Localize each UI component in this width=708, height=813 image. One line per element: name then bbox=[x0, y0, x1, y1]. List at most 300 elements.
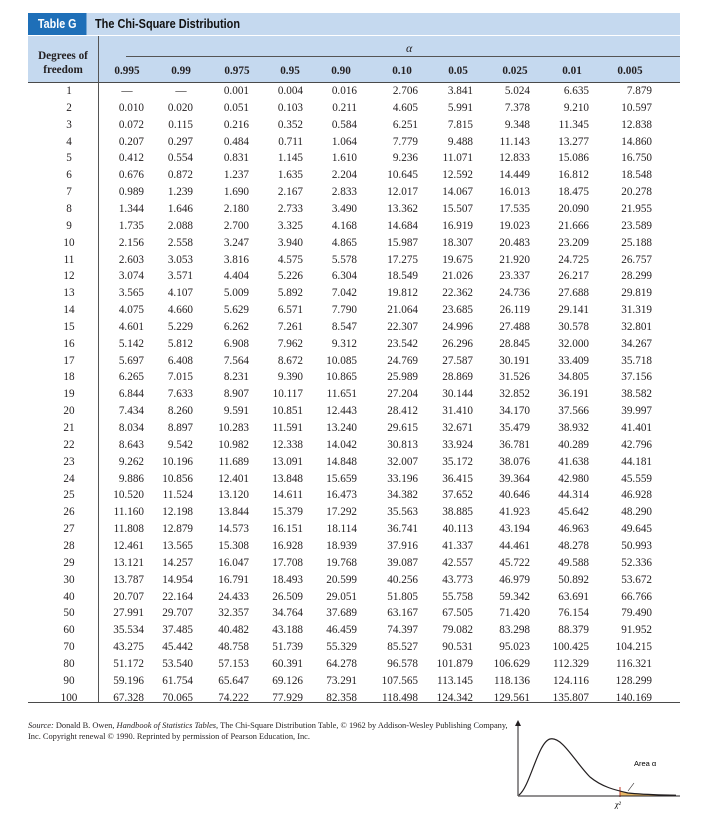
table-cell: 25.989 bbox=[387, 371, 418, 384]
table-cell: 10.851 bbox=[272, 405, 303, 418]
table-cell: 15.507 bbox=[442, 202, 473, 215]
table-cell: 27.587 bbox=[442, 354, 473, 367]
table-cell: 17.708 bbox=[272, 556, 303, 569]
table-cell: 15.379 bbox=[272, 506, 303, 519]
table-cell: 23.337 bbox=[499, 270, 530, 283]
alpha-rule bbox=[126, 56, 680, 57]
table-title: The Chi-Square Distribution bbox=[95, 16, 241, 31]
column-header: 0.05 bbox=[448, 65, 468, 77]
table-cell: 14.611 bbox=[272, 489, 303, 502]
table-cell: 36.741 bbox=[387, 523, 418, 536]
table-cell: 38.932 bbox=[558, 422, 589, 434]
row-label: 60 bbox=[63, 624, 75, 637]
table-cell: 0.072 bbox=[118, 118, 144, 131]
table-cell: 17.292 bbox=[326, 506, 357, 519]
table-cell: 7.790 bbox=[331, 304, 357, 317]
table-cell: 50.892 bbox=[558, 573, 589, 586]
table-cell: 4.404 bbox=[223, 270, 249, 283]
table-cell: 10.982 bbox=[218, 438, 249, 451]
table-cell: 91.952 bbox=[621, 624, 652, 637]
column-header: 0.99 bbox=[171, 65, 191, 77]
row-label: 2 bbox=[66, 101, 72, 114]
table-cell: 14.257 bbox=[162, 556, 193, 569]
table-cell: 9.236 bbox=[392, 152, 418, 165]
source-text-before: Donald B. Owen, bbox=[53, 721, 117, 730]
table-cell: 15.086 bbox=[558, 152, 589, 165]
row-label: 70 bbox=[63, 641, 75, 654]
table-cell: 14.684 bbox=[387, 219, 418, 232]
table-cell: 5.991 bbox=[447, 101, 473, 114]
table-cell: 12.833 bbox=[499, 152, 530, 165]
table-cell: 51.805 bbox=[387, 590, 418, 603]
row-label: 26 bbox=[63, 506, 75, 519]
row-label: 16 bbox=[63, 337, 75, 350]
table-cell: 2.706 bbox=[392, 85, 418, 97]
table-cell: 4.601 bbox=[118, 320, 144, 333]
table-cell: 27.488 bbox=[499, 320, 530, 333]
table-cell: 12.401 bbox=[218, 472, 249, 485]
table-cell: 0.001 bbox=[223, 85, 249, 97]
table-cell: 118.498 bbox=[382, 691, 418, 704]
column-header: 0.90 bbox=[331, 65, 351, 77]
table-cell: 5.229 bbox=[167, 320, 193, 333]
table-cell: 11.345 bbox=[558, 118, 589, 131]
table-cell: 35.172 bbox=[442, 455, 473, 468]
table-cell: 13.240 bbox=[326, 422, 357, 434]
table-cell: 0.412 bbox=[118, 152, 144, 165]
table-cell: 5.697 bbox=[118, 354, 144, 367]
row-label: 50 bbox=[63, 607, 75, 620]
table-cell: 34.764 bbox=[272, 607, 303, 620]
table-cell: 13.362 bbox=[387, 202, 418, 215]
table-cell: 79.490 bbox=[621, 607, 652, 620]
table-cell: 13.120 bbox=[218, 489, 249, 502]
table-cell: 15.659 bbox=[326, 472, 357, 485]
table-cell: 4.168 bbox=[331, 219, 357, 232]
table-cell: 18.939 bbox=[326, 539, 357, 552]
table-cell: 0.711 bbox=[278, 135, 303, 148]
table-cell: 0.103 bbox=[277, 101, 303, 114]
table-cell: 6.908 bbox=[223, 337, 249, 350]
row-label: 40 bbox=[63, 590, 75, 603]
table-cell: 12.443 bbox=[326, 405, 357, 418]
table-cell: 10.117 bbox=[272, 388, 303, 401]
table-cell: 0.831 bbox=[223, 152, 249, 165]
table-cell: 63.167 bbox=[387, 607, 418, 620]
table-cell: 7.962 bbox=[277, 337, 303, 350]
table-cell: 3.571 bbox=[167, 270, 193, 283]
table-cell: 40.646 bbox=[499, 489, 530, 502]
table-cell: 40.113 bbox=[442, 523, 473, 536]
table-cell: 11.071 bbox=[442, 152, 473, 165]
table-cell: 118.136 bbox=[494, 674, 530, 687]
table-cell: 14.042 bbox=[326, 438, 357, 451]
table-cell: 22.164 bbox=[162, 590, 193, 603]
table-cell: 16.928 bbox=[272, 539, 303, 552]
table-cell: 13.565 bbox=[162, 539, 193, 552]
table-cell: 10.597 bbox=[621, 101, 652, 114]
table-cell: 10.856 bbox=[162, 472, 193, 485]
table-cell: 15.308 bbox=[218, 539, 249, 552]
table-cell: 10.645 bbox=[387, 169, 418, 182]
chi-square-density-figure bbox=[510, 717, 685, 811]
row-label: 12 bbox=[63, 270, 75, 283]
table-cell: 46.963 bbox=[558, 523, 589, 536]
row-label: 22 bbox=[63, 438, 75, 451]
table-cell: 2.167 bbox=[277, 186, 303, 199]
table-cell: 23.685 bbox=[442, 304, 473, 317]
table-cell: 69.126 bbox=[272, 674, 303, 687]
row-label: 28 bbox=[63, 539, 75, 552]
table-cell: 3.053 bbox=[167, 253, 193, 266]
row-label: 18 bbox=[63, 371, 75, 384]
table-cell: 0.352 bbox=[277, 118, 303, 131]
table-cell: 2.733 bbox=[277, 202, 303, 215]
table-cell: 19.023 bbox=[499, 219, 530, 232]
table-cell: 46.459 bbox=[326, 624, 357, 637]
table-cell: 5.226 bbox=[277, 270, 303, 283]
table-cell: 63.691 bbox=[558, 590, 589, 603]
table-cell: 19.675 bbox=[442, 253, 473, 266]
table-cell: 1.237 bbox=[223, 169, 249, 182]
table-cell: 18.493 bbox=[272, 573, 303, 586]
table-cell: 0.554 bbox=[167, 152, 193, 165]
table-cell: 39.364 bbox=[499, 472, 530, 485]
table-cell: 12.017 bbox=[387, 186, 418, 199]
table-cell: 26.296 bbox=[442, 337, 473, 350]
table-cell: 83.298 bbox=[499, 624, 530, 637]
table-cell: 30.144 bbox=[442, 388, 473, 401]
table-cell: 25.188 bbox=[621, 236, 652, 249]
table-cell: 34.805 bbox=[558, 371, 589, 384]
table-cell: 5.812 bbox=[167, 337, 193, 350]
table-cell: 43.194 bbox=[499, 523, 530, 536]
table-cell: 135.807 bbox=[552, 691, 589, 704]
table-cell: 1.610 bbox=[331, 152, 357, 165]
source-note bbox=[28, 720, 518, 742]
table-cell: 8.643 bbox=[118, 438, 144, 451]
table-cell: 42.980 bbox=[558, 472, 589, 485]
table-header-bar bbox=[28, 13, 680, 35]
table-cell: 14.860 bbox=[621, 135, 652, 148]
table-cell: 34.170 bbox=[499, 405, 530, 418]
table-cell: 2.088 bbox=[167, 219, 193, 232]
table-cell: 24.736 bbox=[499, 287, 530, 300]
table-cell: 40.482 bbox=[218, 624, 249, 637]
row-label: 10 bbox=[63, 236, 75, 249]
table-cell: 18.549 bbox=[387, 270, 418, 283]
table-cell: 9.348 bbox=[504, 118, 530, 131]
area-pointer bbox=[628, 783, 634, 791]
table-cell: 1.344 bbox=[118, 202, 144, 215]
table-cell: 4.865 bbox=[331, 236, 357, 249]
table-cell: 51.172 bbox=[113, 657, 144, 670]
table-cell: 50.993 bbox=[621, 539, 652, 552]
source-book: Handbook of Statistics Tables, bbox=[116, 721, 219, 730]
table-cell: 48.278 bbox=[558, 539, 589, 552]
table-cell: 12.198 bbox=[162, 506, 193, 519]
degrees-of-freedom-header: Degrees of freedom bbox=[38, 50, 88, 76]
table-cell: 2.180 bbox=[223, 202, 249, 215]
table-cell: 18.114 bbox=[326, 523, 357, 536]
table-cell: 0.584 bbox=[331, 118, 357, 131]
table-cell: 5.629 bbox=[223, 304, 249, 317]
table-cell: 45.559 bbox=[621, 472, 652, 485]
table-cell: 3.247 bbox=[223, 236, 249, 249]
table-cell: 37.916 bbox=[387, 539, 418, 552]
table-cell: 30.813 bbox=[387, 438, 418, 451]
table-cell: 9.312 bbox=[331, 337, 357, 350]
table-cell: 16.151 bbox=[272, 523, 303, 536]
table-cell: 29.141 bbox=[558, 304, 589, 317]
table-cell: 5.578 bbox=[331, 253, 357, 266]
table-cell: 7.015 bbox=[167, 371, 193, 384]
table-cell: 1.239 bbox=[167, 186, 193, 199]
table-cell: 67.328 bbox=[113, 691, 144, 704]
table-cell: 13.091 bbox=[272, 455, 303, 468]
table-cell: 18.475 bbox=[558, 186, 589, 199]
table-cell: 20.707 bbox=[113, 590, 144, 603]
table-cell: 12.338 bbox=[272, 438, 303, 451]
table-cell: 35.563 bbox=[387, 506, 418, 519]
table-cell: 29.051 bbox=[326, 590, 357, 603]
table-cell: 70.065 bbox=[162, 691, 193, 704]
table-cell: 37.566 bbox=[558, 405, 589, 418]
table-cell: 20.278 bbox=[621, 186, 652, 199]
row-label: 29 bbox=[63, 556, 75, 569]
table-cell: 57.153 bbox=[218, 657, 249, 670]
table-cell: 60.391 bbox=[272, 657, 303, 670]
table-cell: 10.085 bbox=[326, 354, 357, 367]
table-cell: 61.754 bbox=[162, 674, 193, 687]
table-cell: 21.955 bbox=[621, 202, 652, 215]
table-cell: 43.188 bbox=[272, 624, 303, 637]
row-label: 30 bbox=[63, 573, 75, 586]
table-cell: 45.722 bbox=[499, 556, 530, 569]
row-label: 7 bbox=[66, 186, 72, 199]
table-cell: 46.928 bbox=[621, 489, 652, 502]
table-cell: 24.725 bbox=[558, 253, 589, 266]
table-cell: 3.325 bbox=[277, 219, 303, 232]
table-cell: 6.571 bbox=[277, 304, 303, 317]
table-cell: 15.987 bbox=[387, 236, 418, 249]
table-cell: 35.718 bbox=[621, 354, 652, 367]
table-cell: 44.314 bbox=[558, 489, 589, 502]
table-cell: 74.222 bbox=[218, 691, 249, 704]
table-cell: 1.064 bbox=[331, 135, 357, 148]
table-cell: 13.277 bbox=[558, 135, 589, 148]
table-cell: 34.267 bbox=[621, 337, 652, 350]
table-cell: 42.557 bbox=[442, 556, 473, 569]
table-cell: 28.412 bbox=[387, 405, 418, 418]
table-cell: 64.278 bbox=[326, 657, 357, 670]
table-cell: 28.299 bbox=[621, 270, 652, 283]
table-cell: 24.996 bbox=[442, 320, 473, 333]
table-cell: 4.075 bbox=[118, 304, 144, 317]
source-label: Source: bbox=[28, 721, 54, 730]
table-cell: 38.885 bbox=[442, 506, 473, 519]
table-cell: 13.787 bbox=[113, 573, 144, 586]
table-cell: 31.410 bbox=[442, 405, 473, 418]
table-cell: 17.535 bbox=[499, 202, 530, 215]
table-cell: 100.425 bbox=[552, 641, 589, 654]
table-cell: 22.307 bbox=[387, 320, 418, 333]
table-cell: 1.145 bbox=[277, 152, 303, 165]
table-cell: 0.484 bbox=[223, 135, 249, 148]
table-cell: 40.256 bbox=[387, 573, 418, 586]
table-cell: 31.319 bbox=[621, 304, 652, 317]
table-cell: 9.488 bbox=[447, 135, 473, 148]
table-cell: 28.845 bbox=[499, 337, 530, 350]
table-cell: 8.897 bbox=[167, 422, 193, 434]
table-cell: 107.565 bbox=[381, 674, 418, 687]
table-cell: 76.154 bbox=[558, 607, 589, 620]
table-cell: 21.064 bbox=[387, 304, 418, 317]
table-cell: 10.283 bbox=[218, 422, 249, 434]
table-cell: 88.379 bbox=[558, 624, 589, 637]
table-cell: 1.646 bbox=[167, 202, 193, 215]
table-cell: 10.196 bbox=[162, 455, 193, 468]
row-label: 13 bbox=[63, 287, 75, 300]
table-cell: 35.479 bbox=[499, 422, 530, 434]
table-cell: 53.540 bbox=[162, 657, 193, 670]
table-cell: 9.886 bbox=[118, 472, 144, 485]
table-cell: 0.872 bbox=[167, 169, 193, 182]
table-cell: 0.207 bbox=[118, 135, 144, 148]
row-label: 9 bbox=[66, 219, 72, 232]
table-cell: 16.791 bbox=[218, 573, 249, 586]
table-cell: 4.107 bbox=[167, 287, 193, 300]
table-cell: 30.578 bbox=[558, 320, 589, 333]
table-cell: 29.615 bbox=[387, 422, 418, 434]
table-cell: 113.145 bbox=[437, 674, 473, 687]
table-cell: 6.262 bbox=[223, 320, 249, 333]
table-cell: 11.651 bbox=[326, 388, 357, 401]
table-cell: 24.769 bbox=[387, 354, 418, 367]
table-cell: 2.700 bbox=[223, 219, 249, 232]
row-label: 14 bbox=[63, 304, 75, 317]
row-label: 80 bbox=[63, 657, 75, 670]
table-cell: 39.997 bbox=[621, 405, 652, 418]
table-cell: 18.307 bbox=[442, 236, 473, 249]
table-cell: 9.210 bbox=[563, 101, 589, 114]
table-cell: 49.645 bbox=[621, 523, 652, 536]
table-cell: 16.919 bbox=[442, 219, 473, 232]
table-cell: 11.808 bbox=[113, 523, 144, 536]
table-cell: 4.575 bbox=[277, 253, 303, 266]
table-cell: 7.779 bbox=[392, 135, 418, 148]
table-cell: 8.260 bbox=[167, 405, 193, 418]
table-cell: 33.409 bbox=[558, 354, 589, 367]
table-cell: 116.321 bbox=[616, 657, 652, 670]
table-cell: 32.801 bbox=[621, 320, 652, 333]
table-cell: 37.485 bbox=[162, 624, 193, 637]
table-cell: 4.605 bbox=[392, 101, 418, 114]
table-cell: 53.672 bbox=[621, 573, 652, 586]
table-cell: 2.558 bbox=[167, 236, 193, 249]
table-cell: 3.940 bbox=[277, 236, 303, 249]
table-cell: 41.923 bbox=[499, 506, 530, 519]
table-cell: 14.067 bbox=[442, 186, 473, 199]
row-label: 90 bbox=[63, 674, 75, 687]
table-cell: 13.848 bbox=[272, 472, 303, 485]
table-cell: 6.265 bbox=[118, 371, 144, 384]
table-cell: 11.143 bbox=[499, 135, 530, 148]
table-cell: 48.290 bbox=[621, 506, 652, 519]
table-cell: 44.461 bbox=[499, 539, 530, 552]
row-label: 5 bbox=[66, 152, 72, 165]
table-cell: 5.024 bbox=[504, 85, 530, 97]
table-cell: 16.750 bbox=[621, 152, 652, 165]
area-label: Area α bbox=[634, 759, 657, 768]
column-header: 0.975 bbox=[224, 65, 250, 77]
row-label: 23 bbox=[63, 455, 75, 468]
table-cell: 73.291 bbox=[326, 674, 357, 687]
table-cell: — bbox=[121, 85, 133, 97]
row-label: 1 bbox=[66, 85, 72, 97]
table-cell: 27.688 bbox=[558, 287, 589, 300]
table-cell: 1.690 bbox=[223, 186, 249, 199]
table-cell: 7.261 bbox=[277, 320, 303, 333]
table-tag: Table G bbox=[28, 13, 86, 35]
table-cell: 74.397 bbox=[387, 624, 418, 637]
row-label: 15 bbox=[63, 320, 75, 333]
table-cell: 12.592 bbox=[442, 169, 473, 182]
table-cell: 17.275 bbox=[387, 253, 418, 266]
table-cell: 12.461 bbox=[113, 539, 144, 552]
table-cell: 13.844 bbox=[218, 506, 249, 519]
table-cell: 3.816 bbox=[223, 253, 249, 266]
table-cell: 0.051 bbox=[223, 101, 249, 114]
table-cell: 37.689 bbox=[326, 607, 357, 620]
table-cell: 33.196 bbox=[387, 472, 418, 485]
table-cell: 8.547 bbox=[331, 320, 357, 333]
table-cell: 59.196 bbox=[113, 674, 144, 687]
row-label: 24 bbox=[63, 472, 75, 485]
row-label: 25 bbox=[63, 489, 75, 502]
table-cell: 77.929 bbox=[272, 691, 303, 704]
table-cell: 7.879 bbox=[626, 85, 652, 97]
source-text-after: The Chi-Square Distribution Table, © 1962 by Addison-Wesley Publishing Company, Inc. Copyright renewal © 1990. Reprinted by permission of Pearson Education, Inc. bbox=[28, 721, 508, 741]
table-cell: 27.204 bbox=[387, 388, 418, 401]
table-cell: 11.591 bbox=[272, 422, 303, 434]
table-cell: 2.156 bbox=[118, 236, 144, 249]
table-cell: 13.121 bbox=[113, 556, 144, 569]
table-cell: 22.362 bbox=[442, 287, 473, 300]
table-cell: 8.034 bbox=[118, 422, 144, 434]
table-cell: 16.013 bbox=[499, 186, 530, 199]
row-label: 6 bbox=[66, 169, 72, 182]
table-cell: 26.509 bbox=[272, 590, 303, 603]
table-cell: 0.297 bbox=[167, 135, 193, 148]
table-cell: 2.603 bbox=[118, 253, 144, 266]
table-cell: 7.042 bbox=[331, 287, 357, 300]
table-cell: 140.169 bbox=[615, 691, 652, 704]
table-cell: 45.642 bbox=[558, 506, 589, 519]
table-cell: 55.329 bbox=[326, 641, 357, 654]
table-cell: 82.358 bbox=[326, 691, 357, 704]
table-cell: 18.548 bbox=[621, 169, 652, 182]
column-header: 0.995 bbox=[114, 65, 140, 77]
table-cell: 1.735 bbox=[118, 219, 144, 232]
table-cell: 14.573 bbox=[218, 523, 249, 536]
table-cell: 19.768 bbox=[326, 556, 357, 569]
table-cell: 23.542 bbox=[387, 337, 418, 350]
table-cell: 37.156 bbox=[621, 371, 652, 384]
table-cell: 29.707 bbox=[162, 607, 193, 620]
table-cell: 20.090 bbox=[558, 202, 589, 215]
table-cell: 95.023 bbox=[499, 641, 530, 654]
